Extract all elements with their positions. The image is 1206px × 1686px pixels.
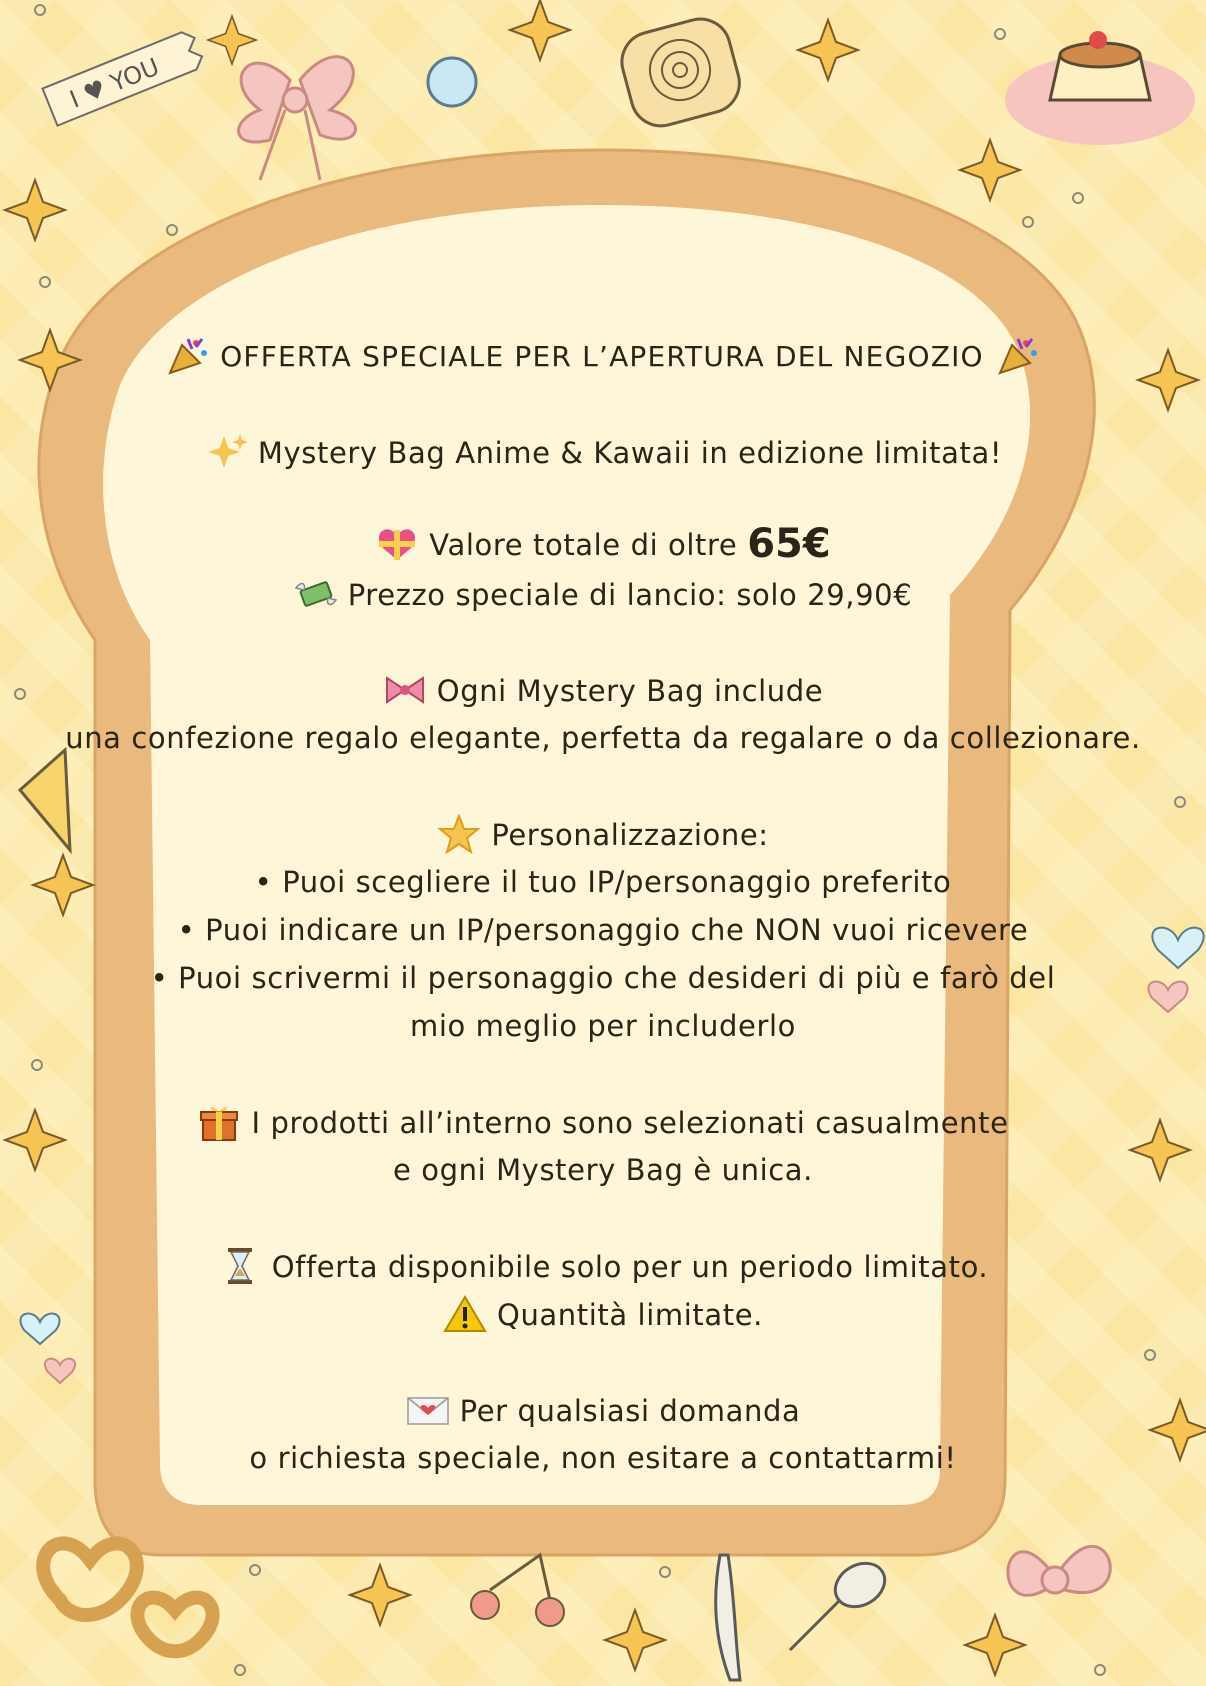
random-line-2: e ogni Mystery Bag è unica. — [393, 1153, 813, 1187]
limited-time: Offerta disponibile solo per un periodo limitato. — [271, 1250, 989, 1284]
contact-row — [0, 1390, 1206, 1431]
tagline-line — [0, 432, 1206, 473]
svg-text:I ♥ YOU: I ♥ YOU — [65, 52, 164, 114]
sparkles-icon — [204, 432, 248, 472]
warning-icon — [443, 1294, 487, 1334]
limited-qty-row — [0, 1294, 1206, 1335]
value-label: Valore totale di oltre — [429, 528, 738, 562]
include-text: una confezione regalo elegante, perfetta da regalare o da collezionare. — [65, 721, 1141, 755]
money-wings-icon — [294, 574, 338, 614]
offer-title: OFFERTA SPECIALE PER L’APERTURA DEL NEGOZIO — [220, 340, 984, 373]
value-amount: 65€ — [747, 521, 831, 567]
limited-qty: Quantità limitate. — [497, 1298, 763, 1332]
party-popper-icon-right — [996, 335, 1040, 375]
blue-ball — [428, 58, 476, 106]
love-letter-icon — [406, 1390, 450, 1430]
price-line: Prezzo speciale di lancio: solo 29,90€ — [347, 578, 913, 612]
price-line-row — [0, 574, 1206, 615]
personalization-heading: Personalizzazione: — [491, 818, 769, 852]
value-line — [0, 521, 1206, 567]
personalization-item: • Puoi scegliere il tuo IP/personaggio preferito — [254, 865, 952, 899]
contact-line-1: Per qualsiasi domanda — [459, 1394, 801, 1428]
gift-icon — [197, 1102, 241, 1142]
personalization-heading-line — [0, 814, 1206, 855]
include-heading-line — [0, 670, 1206, 711]
tagline: Mystery Bag Anime & Kawaii in edizione limitata! — [257, 436, 1003, 470]
include-heading: Ogni Mystery Bag include — [436, 674, 824, 708]
party-popper-icon — [166, 335, 210, 375]
random-line-1: I prodotti all’interno sono selezionati casualmente — [251, 1106, 1009, 1140]
random-line-row — [0, 1102, 1206, 1143]
offer-title-line — [0, 335, 1206, 377]
personalization-item: • Puoi scrivermi il personaggio che desideri di più e farò del — [150, 961, 1056, 995]
contact-line-2: o richiesta speciale, non esitare a contattarmi! — [249, 1441, 957, 1475]
ribbon-icon — [383, 670, 427, 710]
limited-time-row — [0, 1246, 1206, 1287]
personalization-item: mio meglio per includerlo — [409, 1009, 797, 1043]
heart-gift-icon — [375, 524, 419, 564]
hourglass-icon — [218, 1246, 262, 1286]
glowing-star-icon — [437, 814, 481, 854]
personalization-item: • Puoi indicare un IP/personaggio che NON vuoi ricevere — [177, 913, 1029, 947]
